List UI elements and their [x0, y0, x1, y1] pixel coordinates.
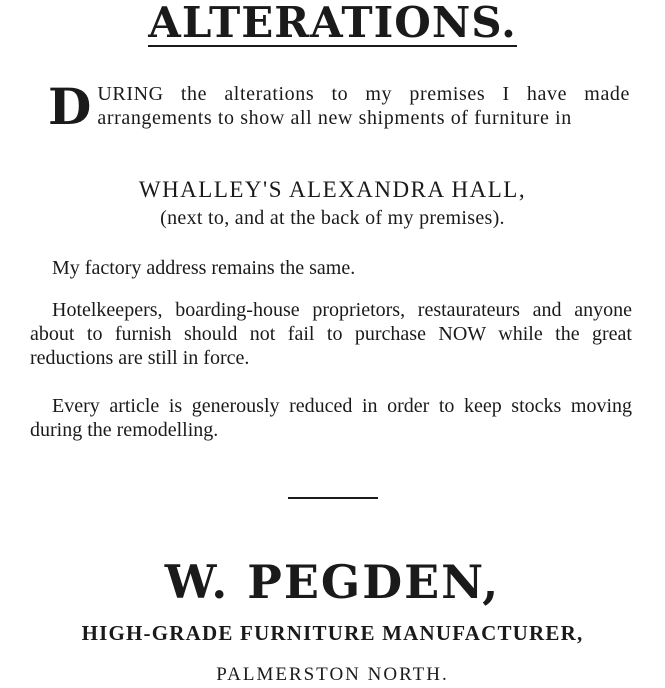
advertiser-name: W. PEGDEN, [164, 555, 501, 609]
advertiser-town: PALMERSTON NORTH. [216, 664, 449, 685]
factory-note: My factory address remains the same. [52, 257, 356, 279]
reductions-paragraph: Every article is generously reduced in order to keep stocks moving during the remodelling. [30, 395, 632, 441]
intro-text: URING the alterations to my premises I have made arrangements to show all new shipments of furniture in [97, 83, 630, 129]
headline [0, 0, 665, 48]
hall-title: WHALLEY'S ALEXANDRA HALL, [138, 177, 527, 202]
advertiser-trade: HIGH-GRADE FURNITURE MANUFACTURER, [81, 621, 584, 645]
intro-paragraph [24, 77, 630, 136]
drop-cap: D [48, 77, 92, 136]
divider-rule [288, 497, 378, 499]
hall-subtitle: (next to, and at the back of my premises). [160, 207, 505, 229]
appeal-paragraph: Hotelkeepers, boarding-house proprietors, restaurateurs and anyone about to furnish should not fail to purchase NOW while the great reductions are still in force. [30, 299, 632, 369]
headline-text: ALTERATIONS. [148, 0, 517, 47]
